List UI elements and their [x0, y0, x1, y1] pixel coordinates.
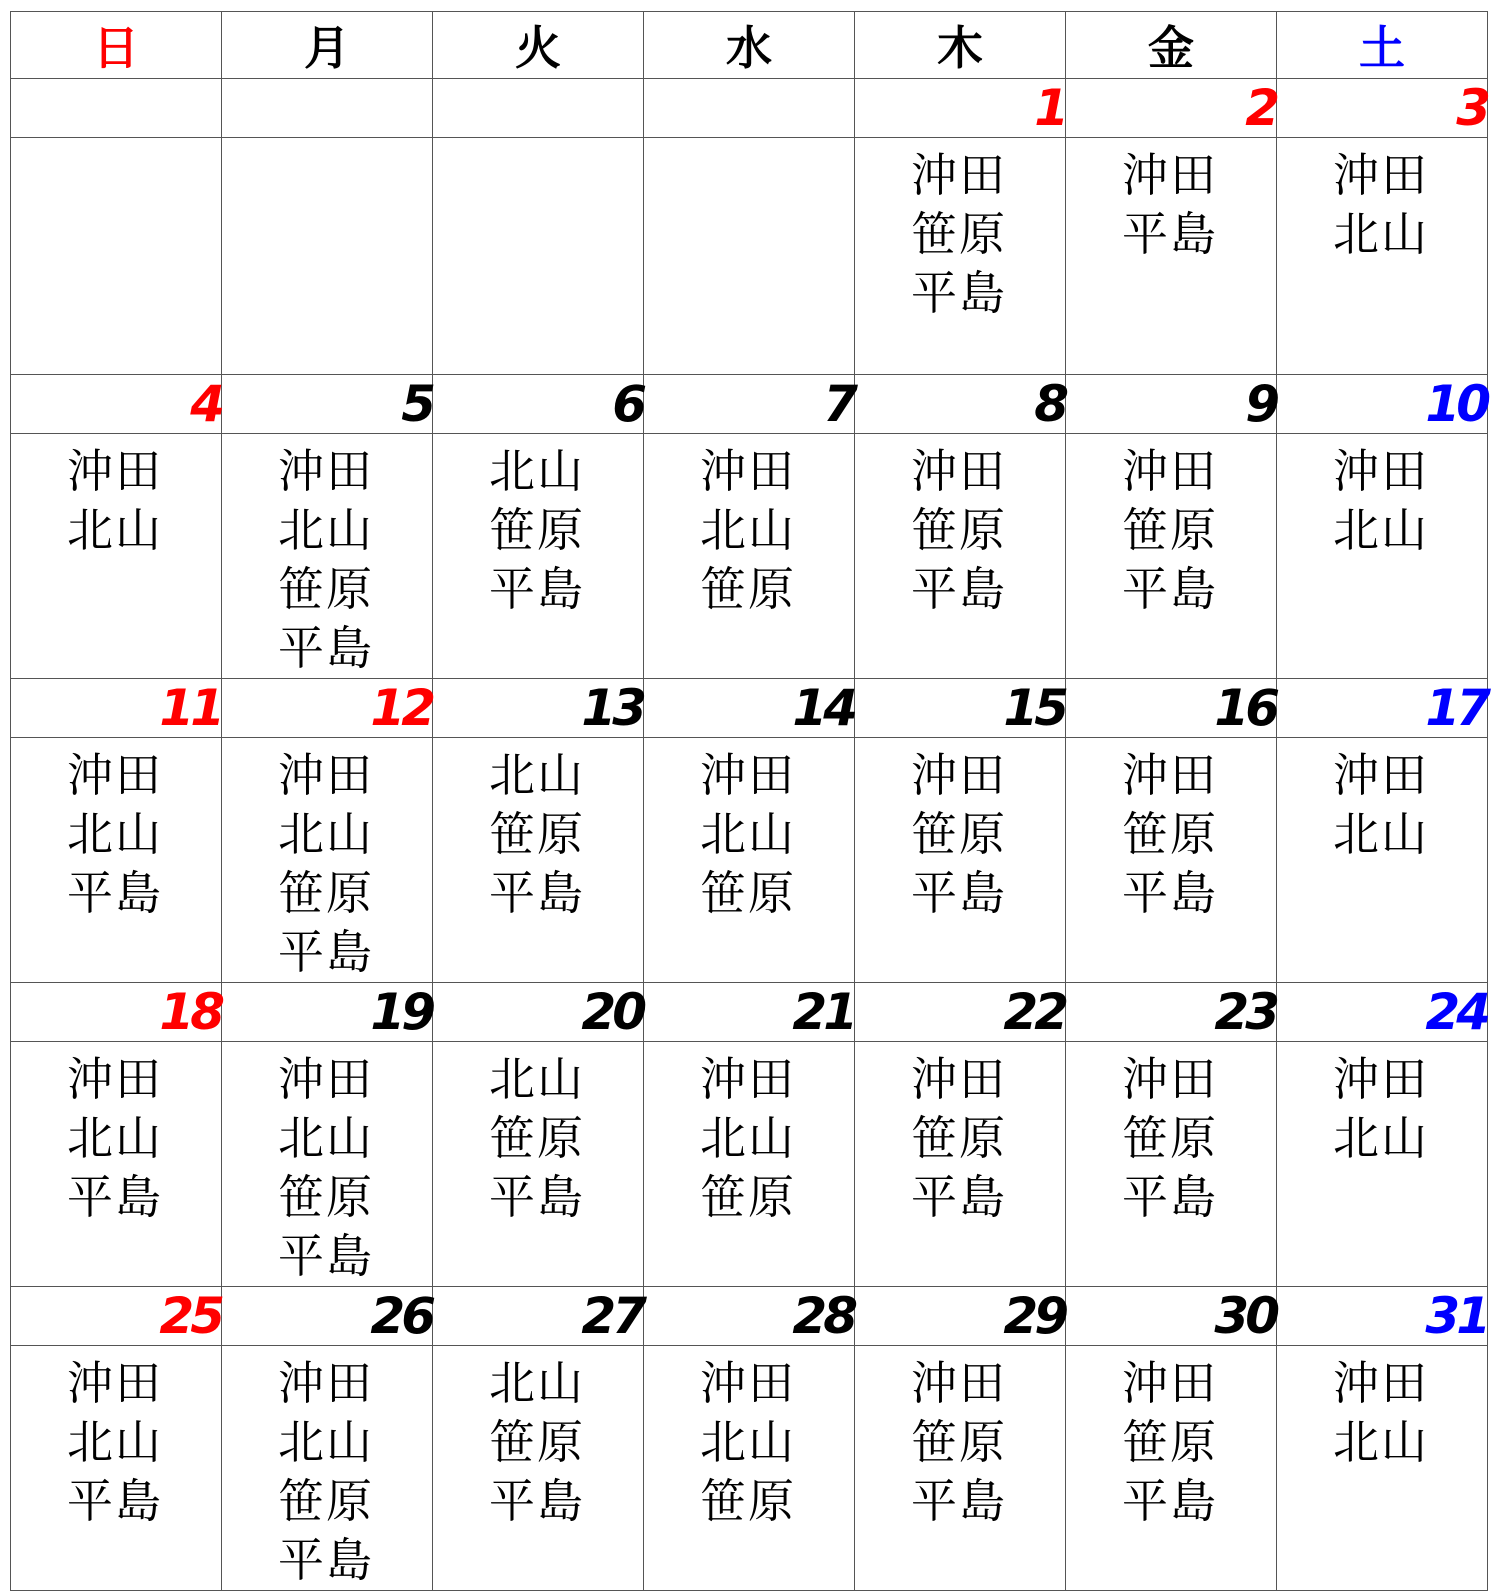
- date-number: 16: [1214, 679, 1276, 737]
- date-number: 27: [581, 1287, 643, 1345]
- duty-names-row: [11, 434, 1488, 679]
- day-cell: [222, 1042, 433, 1287]
- day-cell: [1277, 1042, 1488, 1287]
- day-cell: [11, 1042, 222, 1287]
- weekday-header-tue: 火: [433, 12, 644, 79]
- day-cell: [644, 738, 855, 983]
- duty-name: 平島: [489, 562, 585, 616]
- duty-name: 平島: [278, 1229, 374, 1283]
- duty-name: 沖田: [1122, 148, 1218, 202]
- duty-name: 笹原: [489, 503, 585, 557]
- date-number: 25: [159, 1287, 221, 1345]
- duty-name: 沖田: [1122, 444, 1218, 498]
- duty-name-list: [1277, 434, 1487, 560]
- duty-name: 平島: [278, 925, 374, 979]
- date-number: 30: [1214, 1287, 1276, 1345]
- day-cell: [855, 1042, 1066, 1287]
- day-cell: [1066, 434, 1277, 679]
- duty-name: 沖田: [67, 748, 163, 802]
- date-number-cell: [222, 375, 433, 434]
- date-number-cell: [1066, 79, 1277, 138]
- duty-name: 北山: [700, 1415, 796, 1469]
- day-cell: [433, 738, 644, 983]
- day-cell: [11, 434, 222, 679]
- weekday-header-sat: 土: [1277, 12, 1488, 79]
- date-number-row: [11, 375, 1488, 434]
- date-number: 18: [159, 983, 221, 1041]
- duty-name: 沖田: [67, 1356, 163, 1410]
- date-number-cell: [644, 983, 855, 1042]
- date-number: 3: [1456, 79, 1487, 137]
- date-number: 9: [1245, 375, 1276, 433]
- duty-name: 笹原: [700, 1474, 796, 1528]
- day-cell: [1066, 138, 1277, 375]
- duty-name-list: [11, 434, 221, 560]
- duty-name-list: [1277, 1042, 1487, 1168]
- date-number: 12: [370, 679, 432, 737]
- date-number: 6: [612, 375, 643, 433]
- duty-name: 沖田: [67, 444, 163, 498]
- duty-name-list: [1066, 434, 1276, 619]
- duty-name-list: [644, 1042, 854, 1227]
- duty-name: 沖田: [911, 1356, 1007, 1410]
- date-number-cell: [11, 983, 222, 1042]
- date-number: 29: [1003, 1287, 1065, 1345]
- day-cell: [222, 1346, 433, 1591]
- duty-name: 笹原: [700, 866, 796, 920]
- duty-name: 沖田: [67, 1052, 163, 1106]
- duty-name: 北山: [489, 1356, 585, 1410]
- date-number-cell: [1277, 679, 1488, 738]
- duty-name: 北山: [1333, 807, 1429, 861]
- duty-name: 笹原: [278, 562, 374, 616]
- date-number-cell: [855, 679, 1066, 738]
- duty-name: 沖田: [1333, 1356, 1429, 1410]
- duty-name: 北山: [278, 1415, 374, 1469]
- duty-name: 沖田: [1122, 1356, 1218, 1410]
- date-number-cell: [11, 79, 222, 138]
- date-number: 8: [1034, 375, 1065, 433]
- date-number-row: [11, 1287, 1488, 1346]
- day-cell: [644, 138, 855, 375]
- duty-name: 笹原: [700, 562, 796, 616]
- date-number: 5: [401, 375, 432, 433]
- duty-name: 北山: [278, 1111, 374, 1165]
- day-cell: [222, 138, 433, 375]
- duty-name-list: [1277, 1346, 1487, 1472]
- duty-name: 笹原: [1122, 1111, 1218, 1165]
- date-number-cell: [1277, 375, 1488, 434]
- duty-name-list: [644, 434, 854, 619]
- duty-name: 沖田: [1333, 444, 1429, 498]
- duty-name: 平島: [1122, 866, 1218, 920]
- date-number-cell: [855, 1287, 1066, 1346]
- duty-name-list: [433, 434, 643, 619]
- day-cell: [222, 434, 433, 679]
- date-number: 23: [1214, 983, 1276, 1041]
- date-number: 22: [1003, 983, 1065, 1041]
- duty-name-list: [222, 1042, 432, 1286]
- duty-name: 北山: [67, 503, 163, 557]
- duty-name: 笹原: [278, 1474, 374, 1528]
- date-number: 11: [159, 679, 221, 737]
- date-number-row: [11, 79, 1488, 138]
- day-cell: [1066, 1346, 1277, 1591]
- date-number-cell: [1277, 1287, 1488, 1346]
- day-cell: [433, 1346, 644, 1591]
- date-number-cell: [433, 375, 644, 434]
- date-number-cell: [1066, 679, 1277, 738]
- duty-name-list: [1277, 738, 1487, 864]
- duty-name-list: [1066, 138, 1276, 264]
- duty-name: 北山: [67, 1111, 163, 1165]
- date-number-cell: [222, 679, 433, 738]
- day-cell: [433, 434, 644, 679]
- duty-name: 沖田: [1122, 748, 1218, 802]
- date-number-cell: [222, 79, 433, 138]
- duty-name: 平島: [489, 866, 585, 920]
- date-number-cell: [1277, 983, 1488, 1042]
- duty-name: 笹原: [1122, 807, 1218, 861]
- duty-name-list: [855, 1346, 1065, 1531]
- duty-names-row: [11, 138, 1488, 375]
- duty-names-row: [11, 738, 1488, 983]
- calendar-grid: [10, 11, 1488, 1591]
- duty-name: 笹原: [278, 866, 374, 920]
- duty-name: 沖田: [1333, 1052, 1429, 1106]
- date-number-row: [11, 983, 1488, 1042]
- duty-name: 平島: [1122, 1170, 1218, 1224]
- date-number-cell: [855, 983, 1066, 1042]
- day-cell: [855, 1346, 1066, 1591]
- duty-name: 沖田: [1122, 1052, 1218, 1106]
- date-number-cell: [222, 1287, 433, 1346]
- duty-name: 笹原: [700, 1170, 796, 1224]
- duty-name-list: [222, 434, 432, 678]
- duty-name: 沖田: [911, 148, 1007, 202]
- duty-name-list: [222, 738, 432, 982]
- day-cell: [433, 1042, 644, 1287]
- weekday-header-sun: 日: [11, 12, 222, 79]
- day-cell: [11, 1346, 222, 1591]
- date-number: 21: [792, 983, 854, 1041]
- date-number: 28: [792, 1287, 854, 1345]
- date-number-cell: [644, 375, 855, 434]
- date-number-cell: [222, 983, 433, 1042]
- date-number: 20: [581, 983, 643, 1041]
- day-cell: [11, 138, 222, 375]
- duty-name-list: [433, 738, 643, 923]
- duty-name: 笹原: [1122, 503, 1218, 557]
- duty-name-list: [1066, 1346, 1276, 1531]
- duty-name: 平島: [67, 866, 163, 920]
- day-cell: [855, 738, 1066, 983]
- duty-name: 平島: [1122, 207, 1218, 261]
- duty-name: 北山: [489, 444, 585, 498]
- duty-name: 北山: [700, 807, 796, 861]
- day-cell: [855, 434, 1066, 679]
- duty-name-list: [11, 1042, 221, 1227]
- duty-name: 笹原: [911, 207, 1007, 261]
- duty-name: 平島: [911, 1170, 1007, 1224]
- day-cell: [644, 434, 855, 679]
- date-number: 19: [370, 983, 432, 1041]
- duty-name-list: [1277, 138, 1487, 264]
- date-number: 24: [1425, 983, 1487, 1041]
- duty-name: 平島: [1122, 1474, 1218, 1528]
- duty-name-list: [433, 1042, 643, 1227]
- duty-name: 平島: [911, 866, 1007, 920]
- duty-name: 沖田: [911, 1052, 1007, 1106]
- date-number: 26: [370, 1287, 432, 1345]
- duty-name: 笹原: [1122, 1415, 1218, 1469]
- weekday-header-wed: 水: [644, 12, 855, 79]
- date-number-cell: [11, 375, 222, 434]
- date-number: 31: [1425, 1287, 1487, 1345]
- duty-name: 沖田: [700, 1052, 796, 1106]
- date-number-cell: [11, 1287, 222, 1346]
- weekday-header-thu: 木: [855, 12, 1066, 79]
- duty-name-list: [1066, 1042, 1276, 1227]
- date-number-cell: [855, 79, 1066, 138]
- date-number-row: [11, 679, 1488, 738]
- duty-name-list: [1066, 738, 1276, 923]
- duty-name: 北山: [1333, 503, 1429, 557]
- date-number: 2: [1245, 79, 1276, 137]
- duty-name: 沖田: [911, 444, 1007, 498]
- day-cell: [644, 1346, 855, 1591]
- duty-name: 平島: [911, 266, 1007, 320]
- date-number-cell: [1066, 375, 1277, 434]
- duty-name-list: [11, 1346, 221, 1531]
- duty-name-list: [11, 738, 221, 923]
- day-cell: [1277, 1346, 1488, 1591]
- day-cell: [1277, 434, 1488, 679]
- duty-name: 笹原: [489, 1111, 585, 1165]
- duty-name: 笹原: [911, 807, 1007, 861]
- duty-name-list: [855, 138, 1065, 323]
- duty-name: 沖田: [278, 748, 374, 802]
- day-cell: [855, 138, 1066, 375]
- duty-name: 北山: [700, 503, 796, 557]
- day-cell: [11, 738, 222, 983]
- duty-name-list: [222, 1346, 432, 1590]
- day-cell: [644, 1042, 855, 1287]
- duty-name: 平島: [278, 1533, 374, 1587]
- duty-name: 沖田: [278, 444, 374, 498]
- duty-names-row: [11, 1346, 1488, 1591]
- duty-name: 沖田: [278, 1356, 374, 1410]
- weekday-header-mon: 月: [222, 12, 433, 79]
- day-cell: [1066, 738, 1277, 983]
- duty-name: 平島: [911, 1474, 1007, 1528]
- duty-name: 北山: [278, 503, 374, 557]
- duty-name: 沖田: [278, 1052, 374, 1106]
- duty-name-list: [433, 1346, 643, 1531]
- date-number: 17: [1425, 679, 1487, 737]
- duty-name: 沖田: [911, 748, 1007, 802]
- duty-name: 北山: [1333, 1415, 1429, 1469]
- duty-name: 平島: [67, 1170, 163, 1224]
- date-number-cell: [855, 375, 1066, 434]
- date-number: 10: [1425, 375, 1487, 433]
- day-cell: [1066, 1042, 1277, 1287]
- day-cell: [222, 738, 433, 983]
- duty-name: 北山: [489, 1052, 585, 1106]
- duty-name: 笹原: [911, 1415, 1007, 1469]
- duty-name: 北山: [67, 1415, 163, 1469]
- duty-name: 笹原: [489, 1415, 585, 1469]
- day-cell: [1277, 738, 1488, 983]
- duty-name: 沖田: [1333, 148, 1429, 202]
- duty-name-list: [855, 434, 1065, 619]
- duty-name: 北山: [700, 1111, 796, 1165]
- duty-name: 沖田: [700, 444, 796, 498]
- date-number-cell: [433, 79, 644, 138]
- duty-name: 北山: [67, 807, 163, 861]
- duty-name: 沖田: [1333, 748, 1429, 802]
- weekday-header-fri: 金: [1066, 12, 1277, 79]
- duty-names-row: [11, 1042, 1488, 1287]
- date-number-cell: [644, 679, 855, 738]
- date-number: 4: [190, 375, 221, 433]
- date-number: 13: [581, 679, 643, 737]
- duty-name-list: [644, 1346, 854, 1531]
- duty-name: 平島: [1122, 562, 1218, 616]
- duty-name: 笹原: [911, 503, 1007, 557]
- duty-name: 笹原: [278, 1170, 374, 1224]
- duty-name: 沖田: [700, 1356, 796, 1410]
- date-number: 1: [1034, 79, 1065, 137]
- duty-name: 北山: [1333, 1111, 1429, 1165]
- duty-name-list: [855, 1042, 1065, 1227]
- duty-name: 北山: [1333, 207, 1429, 261]
- date-number-cell: [433, 679, 644, 738]
- duty-name: 笹原: [911, 1111, 1007, 1165]
- duty-name-list: [644, 738, 854, 923]
- date-number-cell: [433, 1287, 644, 1346]
- duty-name: 平島: [278, 621, 374, 675]
- duty-name: 平島: [911, 562, 1007, 616]
- date-number-cell: [1277, 79, 1488, 138]
- duty-name: 平島: [489, 1170, 585, 1224]
- date-number-cell: [1066, 983, 1277, 1042]
- duty-name: 北山: [278, 807, 374, 861]
- weekday-header-row: [11, 12, 1488, 79]
- date-number: 15: [1003, 679, 1065, 737]
- duty-name: 平島: [489, 1474, 585, 1528]
- date-number-cell: [644, 1287, 855, 1346]
- duty-name: 笹原: [489, 807, 585, 861]
- date-number: 14: [792, 679, 854, 737]
- duty-name: 平島: [67, 1474, 163, 1528]
- day-cell: [433, 138, 644, 375]
- day-cell: [1277, 138, 1488, 375]
- duty-name-list: [855, 738, 1065, 923]
- duty-name: 沖田: [700, 748, 796, 802]
- duty-name: 北山: [489, 748, 585, 802]
- date-number: 7: [823, 375, 854, 433]
- date-number-cell: [433, 983, 644, 1042]
- date-number-cell: [11, 679, 222, 738]
- date-number-cell: [1066, 1287, 1277, 1346]
- date-number-cell: [644, 79, 855, 138]
